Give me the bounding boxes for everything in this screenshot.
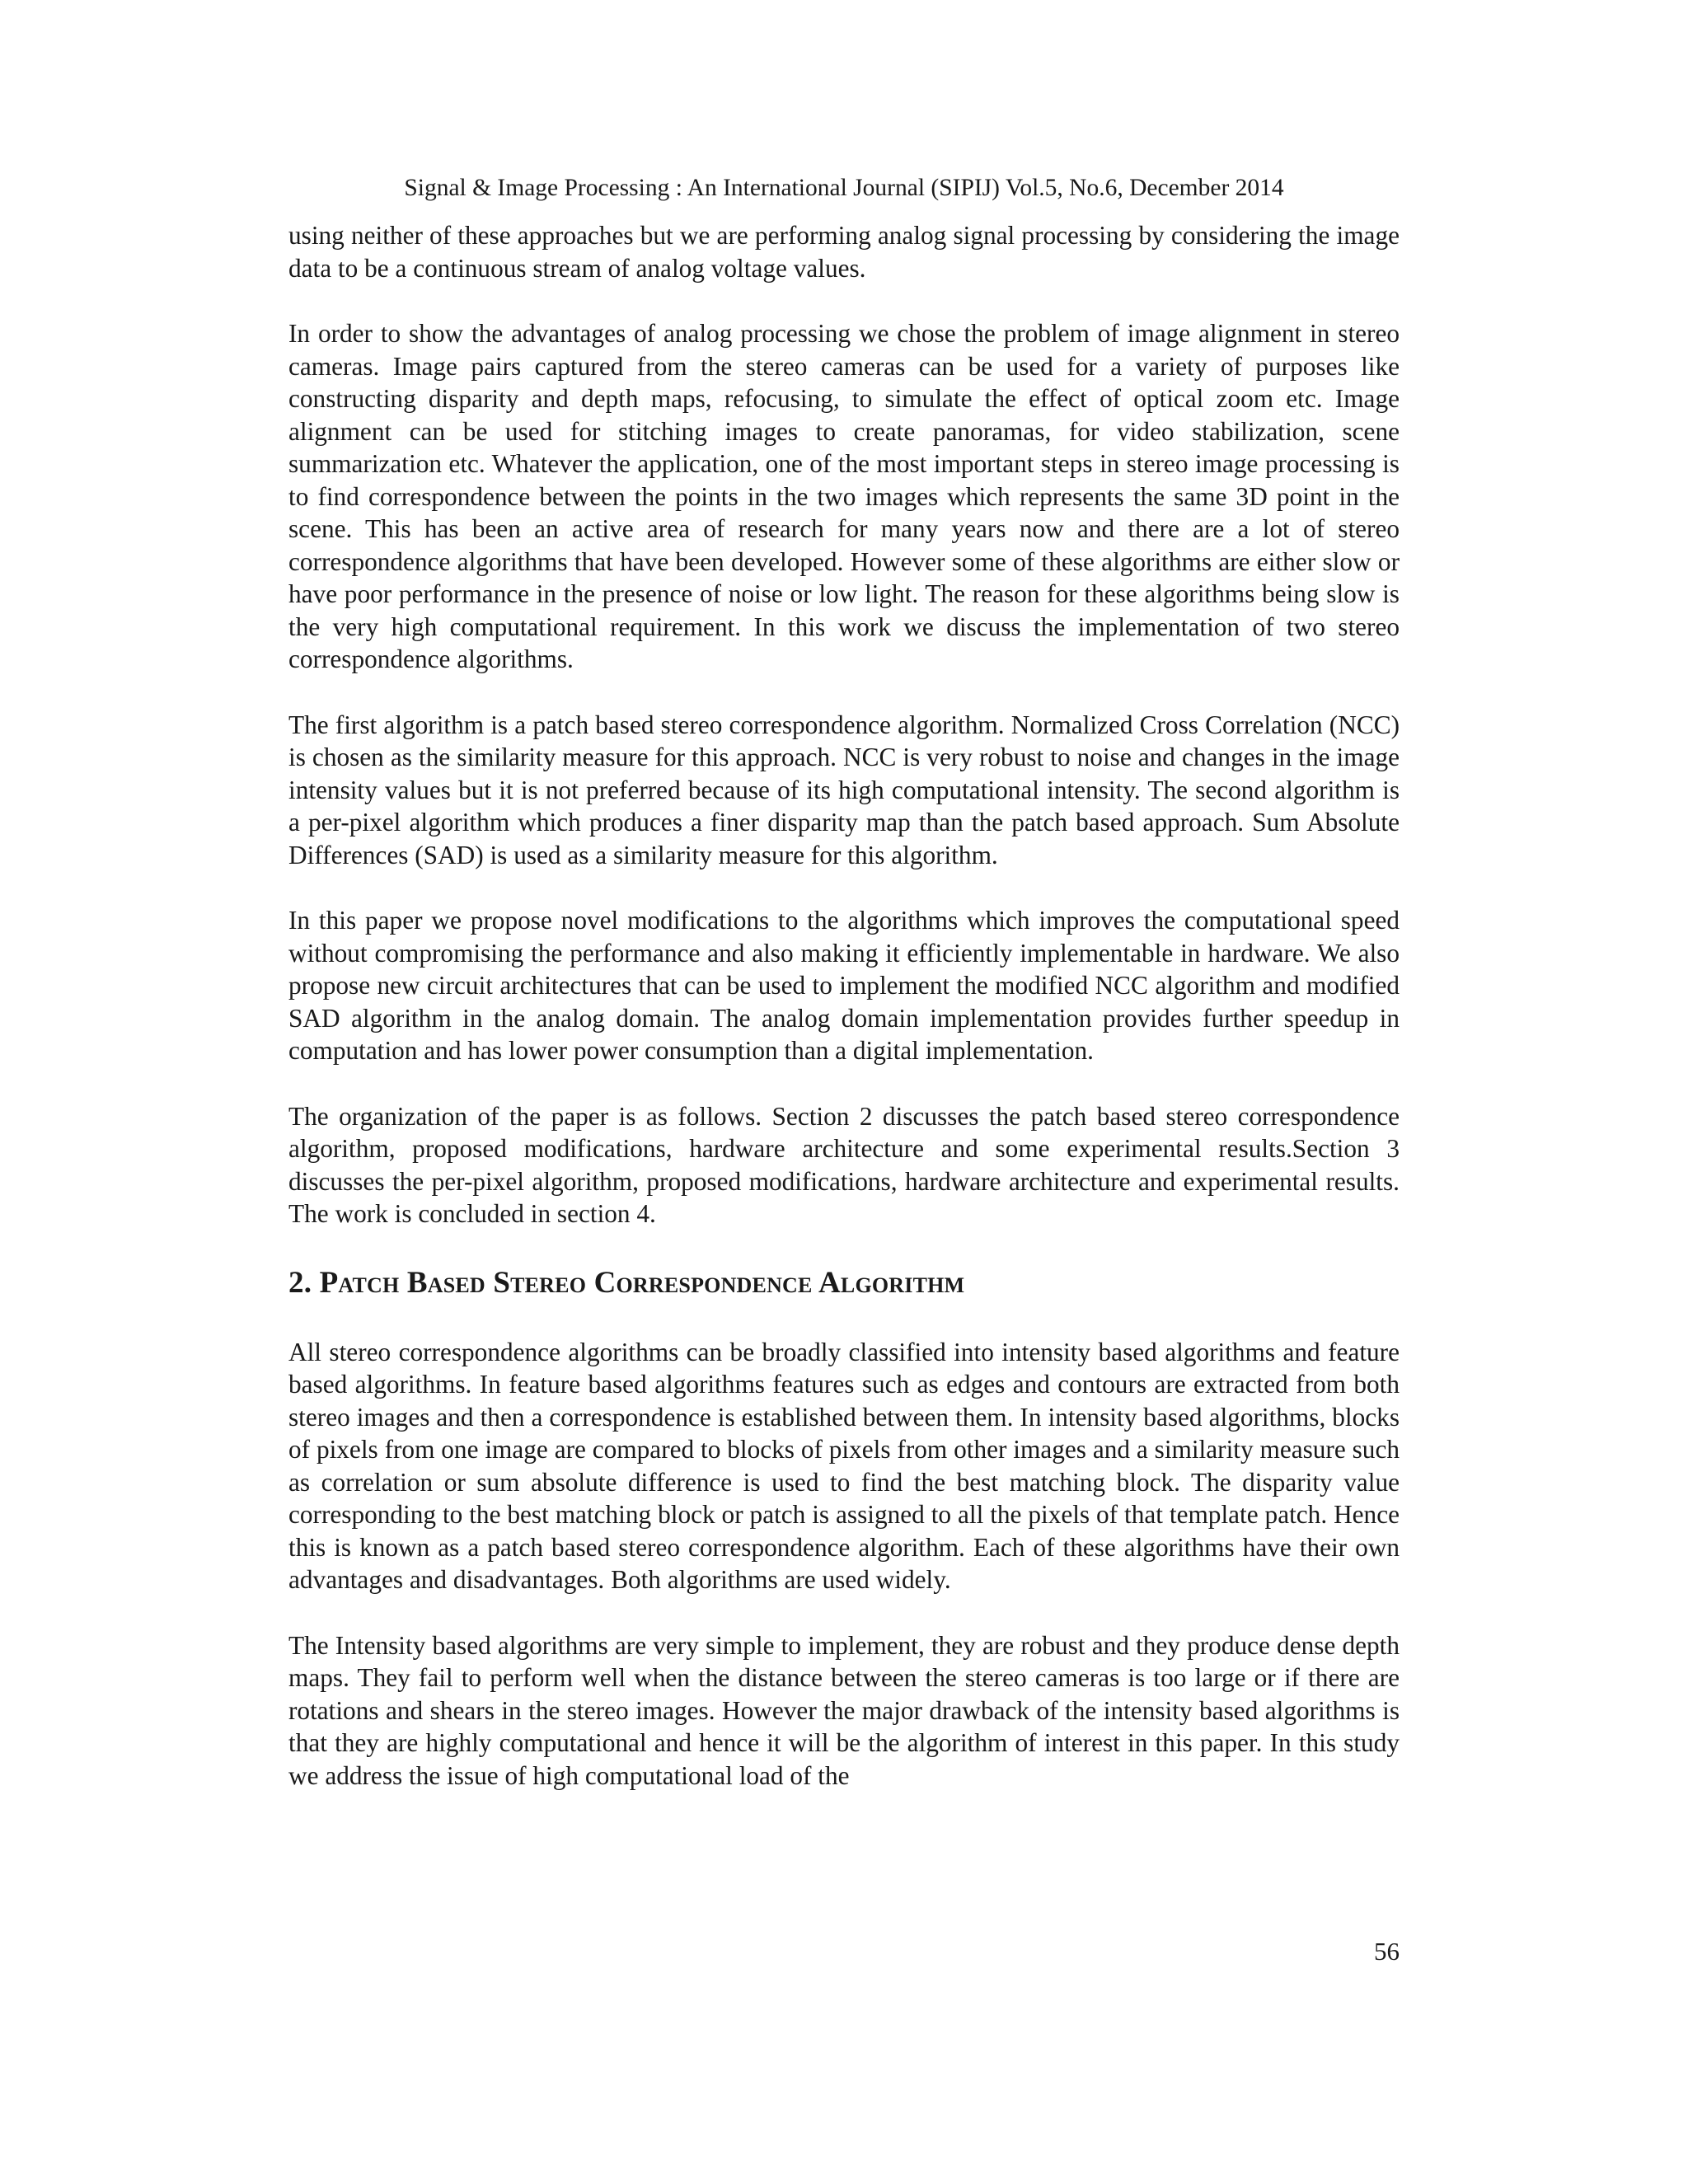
section-heading: 2. Patch Based Stereo Correspondence Algorithm	[288, 1265, 965, 1300]
body-text	[288, 219, 1400, 1825]
running-header: Signal & Image Processing : An International Journal (SIPIJ) Vol.5, No.6, December 2014	[404, 175, 1284, 201]
paragraph-continuation: using neither of these approaches but we are performing analog signal processing by considering the image data to be a continuous stream of analog voltage values.	[288, 221, 1400, 283]
paragraph-first-algorithm: The first algorithm is a patch based stereo correspondence algorithm. Normalized Cross Correlation (NCC) is chosen as the similarity measure for this approach. NCC is very robust to noise and changes in the image intensity values but it is not preferred because of its high computational intensity. The second algorithm is a per-pixel algorithm which produces a finer disparity map than the patch based approach. Sum Absolute Differences (SAD) is used as a similarity measure for this algorithm.	[288, 710, 1400, 869]
paragraph-intensity-based: The Intensity based algorithms are very simple to implement, they are robust and they produce dense depth maps. They fail to perform well when the distance between the stereo cameras is too large or if there are rotations and shears in the stereo images. However the major drawback of the intensity based algorithms is that they are highly computational and hence it will be the algorithm of interest in this paper. In this study we address the issue of high computational load of the	[288, 1630, 1400, 1790]
paragraph-contributions: In this paper we propose novel modifications to the algorithms which improves the computational speed without compromising the performance and also making it efficiently implementable in hardware. We also propose new circuit architectures that can be used to implement the modified NCC algorithm and modified SAD algorithm in the analog domain. The analog domain implementation provides further speedup in computation and has lower power consumption than a digital implementation.	[288, 906, 1400, 1065]
page-number: 56	[1374, 1937, 1400, 1966]
paragraph-organization: The organization of the paper is as follows. Section 2 discusses the patch based stereo correspondence algorithm, proposed modifications, hardware architecture and some experimental results.Section 3 discusses the per-pixel algorithm, proposed modifications, hardware architecture and experimental results. The work is concluded in section 4.	[288, 1101, 1400, 1228]
paragraph-motivation: In order to show the advantages of analog processing we chose the problem of image alignment in stereo cameras. Image pairs captured from the stereo cameras can be used for a variety of purposes like constructing disparity and depth maps, refocusing, to simulate the effect of optical zoom etc. Image alignment can be used for stitching images to create panoramas, for video stabilization, scene summarization etc. Whatever the application, one of the most important steps in stereo image processing is to find correspondence between the points in the two images which represents the same 3D point in the scene. This has been an active area of research for many years now and there are a lot of stereo correspondence algorithms that have been developed. However some of these algorithms are either slow or have poor performance in the presence of noise or low light. The reason for these algorithms being slow is the very high computational requirement. In this work we discuss the implementation of two stereo correspondence algorithms.	[288, 319, 1400, 673]
paragraph-classification: All stereo correspondence algorithms can be broadly classified into intensity based algorithms and feature based algorithms. In feature based algorithms features such as edges and contours are extracted from both stereo images and then a correspondence is established between them. In intensity based algorithms, blocks of pixels from one image are compared to blocks of pixels from other images and a similarity measure such as correlation or sum absolute difference is used to find the best matching block. The disparity value corresponding to the best matching block or patch is assigned to all the pixels of that template patch. Hence this is known as a patch based stereo correspondence algorithm. Each of these algorithms have their own advantages and disadvantages. Both algorithms are used widely.	[288, 1337, 1400, 1594]
